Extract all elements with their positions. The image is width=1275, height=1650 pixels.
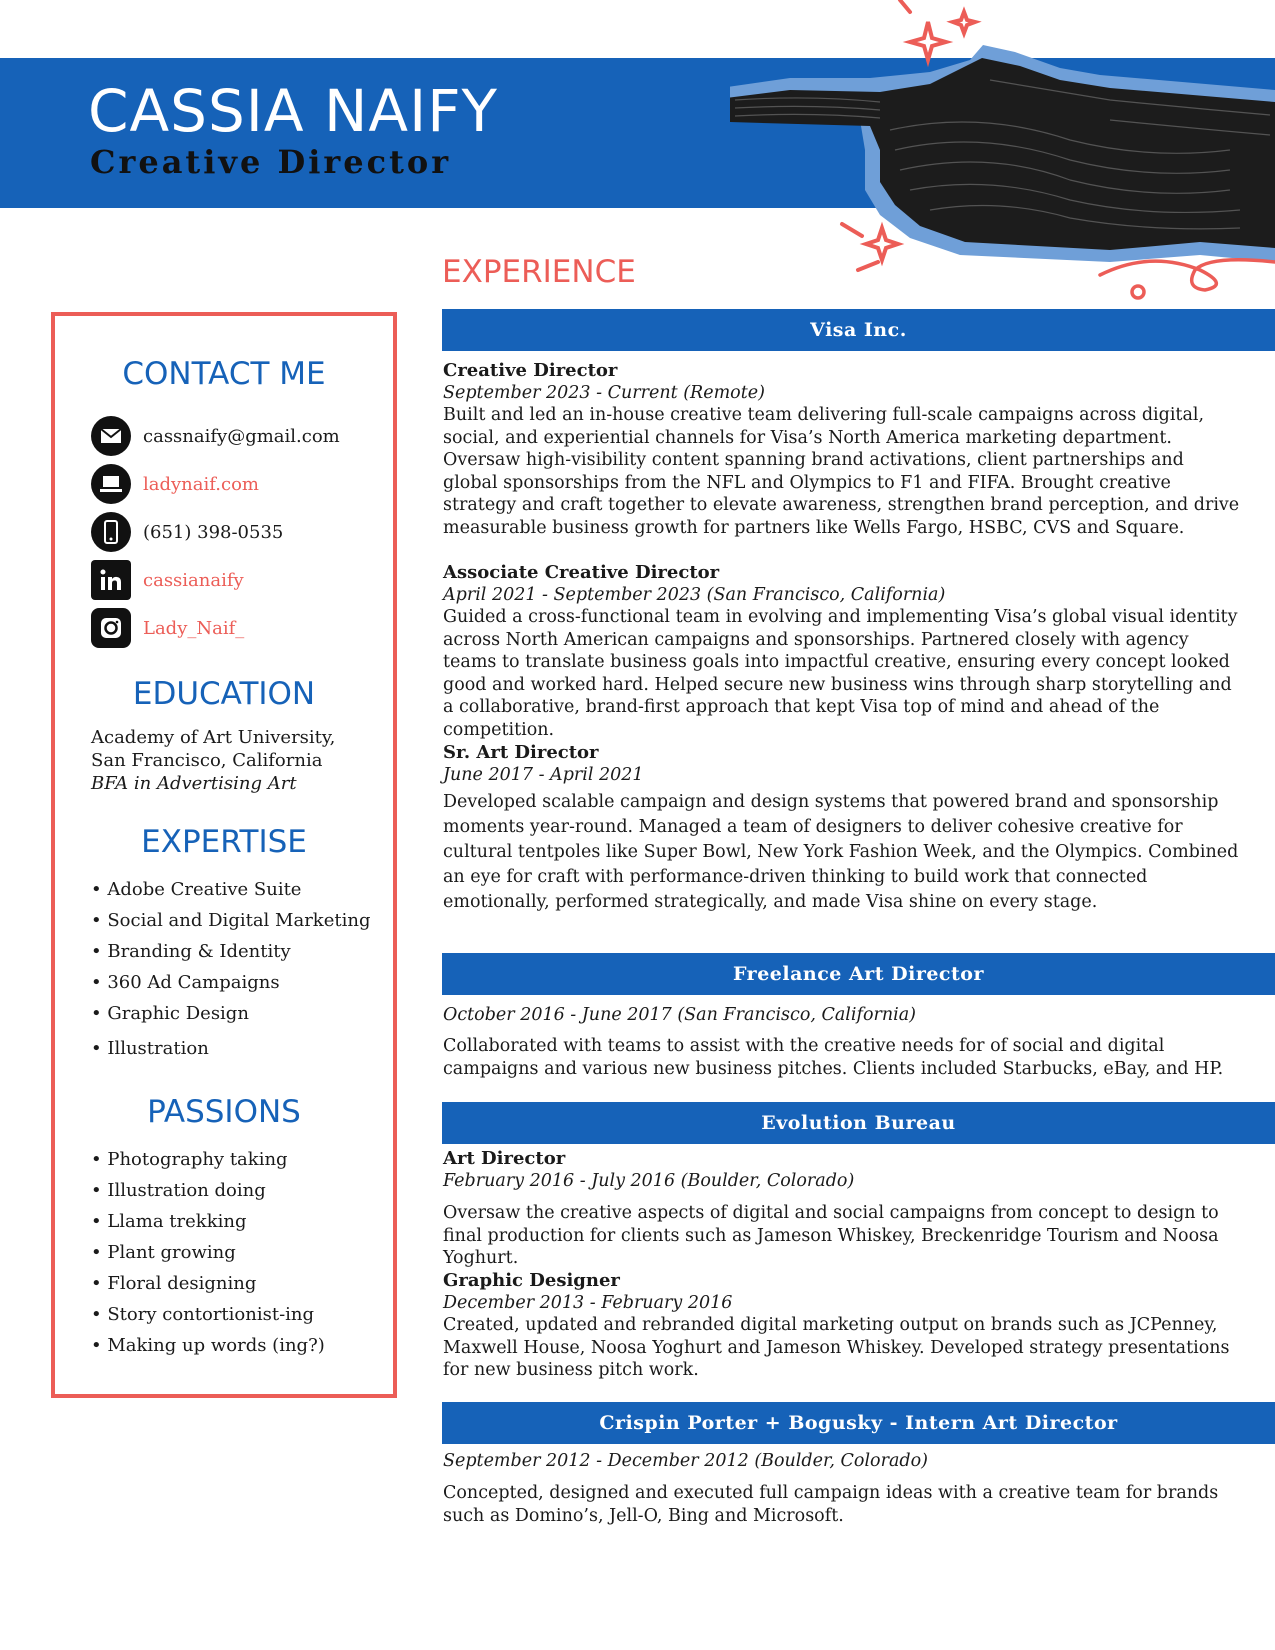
pointing-hand-illustration: [730, 0, 1275, 300]
expertise-heading: EXPERTISE: [141, 824, 307, 860]
sidebar: [51, 312, 397, 1398]
company-bar-visa: Visa Inc.: [442, 309, 1275, 351]
education-heading: EDUCATION: [132, 676, 316, 712]
contact-linkedin-link[interactable]: cassianaify: [143, 569, 244, 591]
candidate-title: Creative Director: [90, 143, 452, 181]
job-dates: December 2013 - February 2016: [443, 1293, 733, 1313]
list-item: • Floral designing: [91, 1273, 257, 1294]
job-description: Developed scalable campaign and design systems that powered brand and sponsorship moments year-round. Managed a team of designers to deliver cohesive creative for cultural tentpoles like Super Bowl, New York Fashion Week, and the Olympics. Combined an eye for craft with performance-driven thinking to build work that connected emotionally, performed strategically, and made Visa shine on every stage.: [443, 792, 1239, 912]
list-item: • Story contortionist-ing: [91, 1304, 315, 1325]
job-description: Collaborated with teams to assist with the creative needs for of social and digital campaigns and various new business pitches. Clients included Starbucks, eBay, and HP.: [443, 1036, 1224, 1079]
job-dates: February 2016 - July 2016 (Boulder, Colorado): [443, 1171, 855, 1191]
contact-email[interactable]: [91, 416, 340, 456]
list-item: • Photography taking: [91, 1149, 288, 1170]
expertise-list: [91, 874, 370, 1064]
list-item: • 360 Ad Campaigns: [91, 972, 280, 993]
job-dates: October 2016 - June 2017 (San Francisco, California): [443, 1005, 917, 1025]
job-description: Built and led an in-house creative team delivering full-scale campaigns across digital, social, and experiential channels for Visa’s North America marketing department. Oversaw high-visibility content spanning brand activations, client partnerships and global sponsorships from the NFL and Olympics to F1 and FIFA. Brought creative strategy and craft together to elevate awareness, strengthen brand perception, and drive measurable business growth for partners like Wells Fargo, HSBC, CVS and Square.: [443, 405, 1240, 538]
list-item: • Plant growing: [91, 1242, 236, 1263]
job-title: Associate Creative Director: [443, 562, 720, 583]
education-school: Academy of Art University,: [91, 727, 336, 748]
list-item: • Making up words (ing?): [91, 1335, 325, 1356]
list-item: • Llama trekking: [91, 1211, 247, 1232]
job-title: Graphic Designer: [443, 1270, 620, 1291]
email-icon: [91, 416, 131, 456]
passions-heading: PASSIONS: [147, 1094, 301, 1130]
contact-website-link[interactable]: ladynaif.com: [143, 473, 259, 495]
instagram-icon: [91, 608, 131, 648]
job-dates: September 2023 - Current (Remote): [443, 383, 765, 403]
list-item: • Adobe Creative Suite: [91, 879, 302, 900]
job-description: Guided a cross-functional team in evolving and implementing Visa’s global visual identity across North American campaigns and sponsorships. Partnered closely with agency teams to translate business goals into impactful creative, ensuring every concept looked good and worked hard. Helped secure new business wins through sharp storytelling and a collaborative, brand-first approach that kept Visa top of mind and ahead of the competition.: [443, 607, 1238, 740]
education-block: [91, 726, 335, 795]
company-bar-freelance: Freelance Art Director: [442, 953, 1275, 995]
contact-phone-text: (651) 398-0535: [143, 521, 284, 543]
job-title: Sr. Art Director: [443, 742, 599, 763]
company-bar-crispin: Crispin Porter + Bogusky - Intern Art Director: [442, 1402, 1275, 1444]
contact-website[interactable]: [91, 464, 259, 504]
phone-icon: [91, 512, 131, 552]
job-description: Concepted, designed and executed full campaign ideas with a creative team for brands such as Domino’s, Jell-O, Bing and Microsoft.: [443, 1483, 1219, 1526]
company-bar-evolution: Evolution Bureau: [442, 1102, 1275, 1144]
contact-instagram-link[interactable]: Lady_Naif_: [143, 617, 245, 639]
sparkle-icon: [900, 0, 975, 60]
job-description: Oversaw the creative aspects of digital and social campaigns from concept to design to final production for clients such as Jameson Whiskey, Breckenridge Tourism and Noosa Yoghurt.: [443, 1203, 1219, 1268]
candidate-name: CASSIA NAIFY: [88, 77, 498, 145]
list-item: • Branding & Identity: [91, 941, 291, 962]
passions-list: [91, 1144, 325, 1361]
linkedin-icon: [91, 560, 131, 600]
list-item: • Illustration: [91, 1038, 209, 1059]
job-title: Creative Director: [443, 360, 618, 381]
job-description: Created, updated and rebranded digital marketing output on brands such as JCPenney, Maxwell House, Noosa Yoghurt and Jameson Whiskey. Developed strategy presentations for new business pitch work.: [443, 1315, 1230, 1380]
contact-phone[interactable]: [91, 512, 283, 552]
job-dates: September 2012 - December 2012 (Boulder, Colorado): [443, 1451, 928, 1471]
sparkle-icon: [842, 224, 898, 270]
education-location: San Francisco, California: [91, 750, 323, 771]
list-item: • Illustration doing: [91, 1180, 266, 1201]
education-degree: BFA in Advertising Art: [91, 773, 297, 794]
experience-heading: EXPERIENCE: [442, 254, 636, 290]
list-item: • Social and Digital Marketing: [91, 910, 371, 931]
contact-heading: CONTACT ME: [122, 356, 326, 392]
laptop-icon: [91, 464, 131, 504]
job-dates: April 2021 - September 2023 (San Francisco, California): [443, 585, 946, 605]
list-item: • Graphic Design: [91, 1003, 249, 1024]
contact-email-text: cassnaify@gmail.com: [143, 425, 340, 447]
contact-instagram[interactable]: [91, 608, 244, 648]
job-dates: June 2017 - April 2021: [443, 765, 644, 785]
contact-linkedin[interactable]: [91, 560, 244, 600]
squiggle-decoration: [1100, 260, 1275, 298]
job-title: Art Director: [443, 1148, 566, 1169]
